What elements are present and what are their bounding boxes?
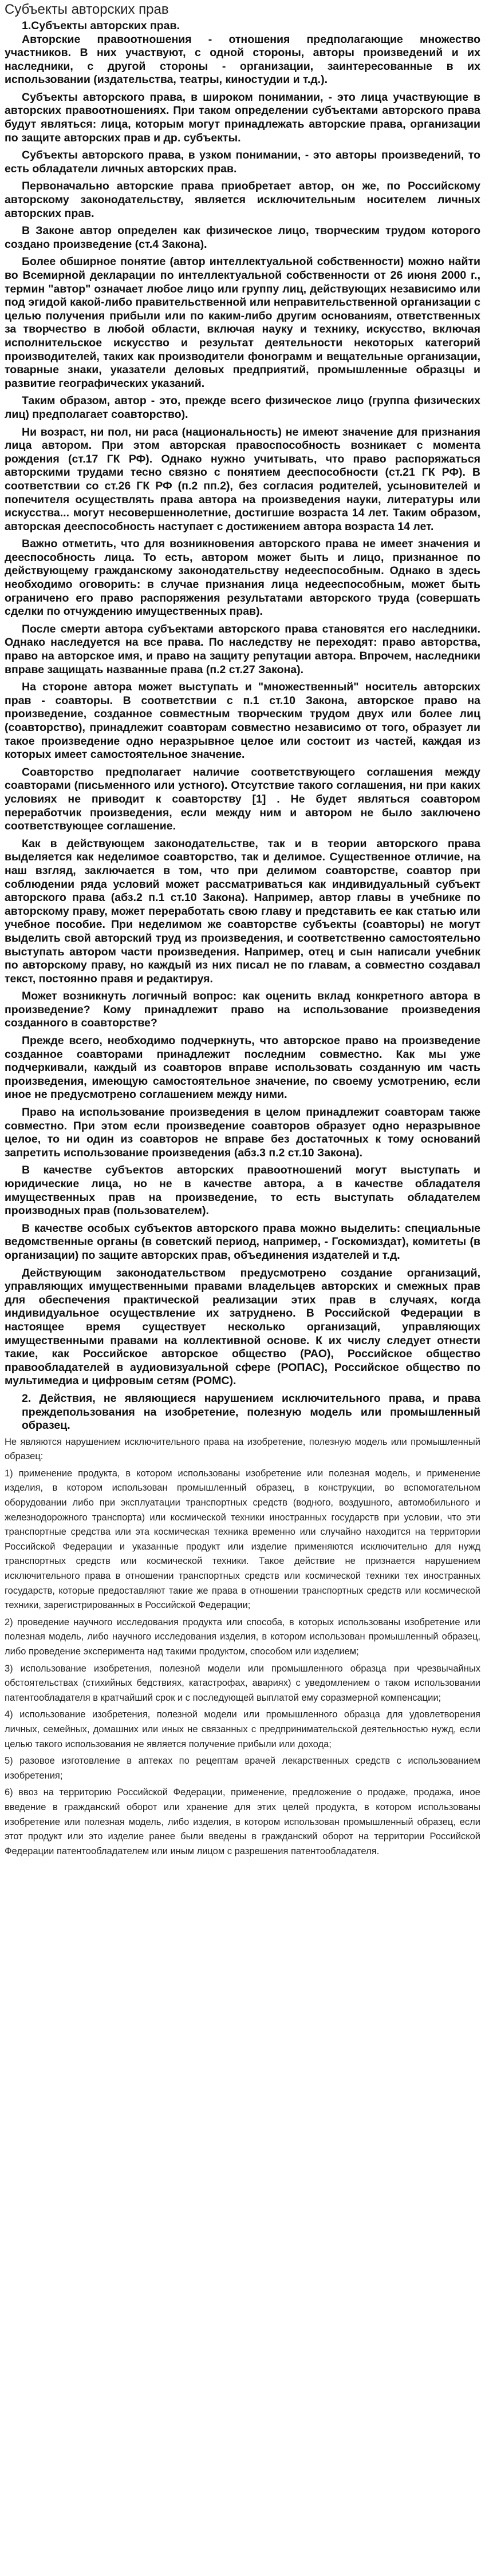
paragraph: Действующим законодательством предусмотрено создание организаций, управляющих имущественными правами владельцев авторских и смежных прав для обеспечения практической реализации этих прав в случаях, когда индивидуальное осуществление их затруднено. В Российской Федерации в настоящее время существует несколько организаций, управляющих имущественными правами на коллективной основе. К их числу следует отнести такие, как Российское авторское общество (РАО), Российское общество правообладателей в аудиовизуальной сфере (РОПАС), Российское общество по мультимедиа и цифровым сетям (РОМС).: [5, 1266, 480, 1388]
section-heading: 1.Субъекты авторских прав.: [22, 19, 180, 32]
paragraph: Первоначально авторские права приобретает автор, он же, по Российскому авторскому законодательству, является исключительным носителем личных авторских прав.: [5, 180, 480, 220]
list-paragraph: 2) проведение научного исследования продукта или способа, в которых использованы изобретение или полезная модель, либо научного исследования изделия, в котором использован промышленный образец, либо проведение эксперимента над такими продуктом, способом или изделием;: [5, 1617, 480, 1657]
paragraph: Может возникнуть логичный вопрос: как оценить вклад конкретного автора в произведение? Кому принадлежит право на использование произведения созданного в соавторстве?: [5, 990, 480, 1030]
paragraph: Субъекты авторского права, в широком понимании, - это лица участвующие в авторских правоотношениях. При таком определении субъектами авторского права будут являться: лица, которым могут принадлежать авторские права, организации по защите авторских прав и др. субъекты.: [5, 90, 480, 144]
paragraph: Таким образом, автор - это, прежде всего физическое лицо (группа физических лиц) предполагает соавторство).: [5, 394, 480, 421]
paragraph: Право на использование произведения в целом принадлежит соавторам также совместно. При этом если произведение соавторов образует одно неразрывное целое, то ни один из соавторов не вправе без достаточных к тому оснований запретить использование произведения (абз.3 п.2 ст.10 Закона).: [5, 1106, 480, 1159]
paragraph: Авторские правоотношения - отношения предполагающие множество участников. В них участвуют, с одной стороны, авторы произведений и их наследники, с другой стороны - организации, заинтересованные в их использовании (издательства, театры, киностудии и т.д.).: [5, 33, 480, 86]
paragraph: Более обширное понятие (автор интеллектуальной собственности) можно найти во Всемирной декларации по интеллектуальной собственности от 26 июня 2000 г., термин "автор" означает любое лицо или группу лиц, действующих независимо или под эгидой какой-либо правительственной или неправительственной организации с целью получения прибыли или по каким-либо другим основаниям, ответственных за творчество в любой области, включая науку и технику, искусство, включая исполнительское искусство и результат деятельности некоторых категорий производителей, таких как производители фонограмм и вещательные организации, товарные знаки, указатели деловых предприятий, промышленные образцы и развитие географических указаний.: [5, 255, 480, 390]
list-paragraph: 1) применение продукта, в котором использованы изобретение или полезная модель, и применение изделия, в котором использован промышленный образец, в конструкции, во вспомогательном оборудовании либо при эксплуатации транспортных средств (водного, воздушного, автомобильного и железнодорожного транспорта) или космической техники иностранных государств при условии, что эти транспортные средства или эта космическая техника временно или случайно находится на территории Российской Федерации и указанные продукт или изделие применяются исключительно для нужд транспортных средств или космической техники. Такое действие не признается нарушением исключительного права в отношении транспортных средств или космической техники тех иностранных государств, которые предоставляют такие же права в отношении транспортных средств или космической техники, зарегистрированных в Российской Федерации;: [5, 1468, 480, 1611]
list-paragraph: Не являются нарушением исключительного права на изобретение, полезную модель или промышленный образец:: [5, 1436, 480, 1462]
bold-paragraphs: [5, 33, 480, 1388]
paragraph: На стороне автора может выступать и "множественный" носитель авторских прав - соавторы. В соответствии с п.1 ст.10 Закона, авторское право на произведение, созданное совместным творческим трудом двух или более лиц (соавторство), принадлежит соавторам совместно независимо от того, образует ли такое произведение одно неразрывное целое или состоит из частей, каждая из которых имеет самостоятельное значение.: [5, 681, 480, 761]
paragraph: Ни возраст, ни пол, ни раса (национальность) не имеют значение для признания лица автором. При этом авторская правоспособность возникает с момента рождения (ст.17 ГК РФ). Однако нужно учитывать, что право распоряжаться авторскими трудами тесно связно с понятием дееспособности (ст.21 ГК РФ). В соответствии со ст.26 ГК РФ (п.2 пп.2), без согласия родителей, усыновителей и попечителя осуществлять права автора на произведения науки, литературы или искусства... могут несовершеннолетние, достигшие возраста 14 лет. Таким образом, авторская дееспособность наступает с достижением автора возраста 14 лет.: [5, 425, 480, 533]
plain-paragraphs: [5, 1435, 480, 1859]
list-paragraph: 5) разовое изготовление в аптеках по рецептам врачей лекарственных средств с использованием изобретения;: [5, 1756, 480, 1781]
paragraph: Прежде всего, необходимо подчеркнуть, что авторское право на произведение созданное соавторами принадлежит последним совместно. Как мы уже подчеркивали, каждый из соавторов вправе использовать созданную им часть произведения, имеющую самостоятельное значение, по своему усмотрению, если иное не предусмотрено соглашением между ними.: [5, 1034, 480, 1101]
paragraph: Важно отметить, что для возникновения авторского права не имеет значения и дееспособность лица. То есть, автором может быть и лицо, признанное по действующему гражданскому законодательству недееспособным. Однако в здесь необходимо оговорить: в случае признания лица недееспособным, может быть ограничено его право распоряжения результатами авторского труда (совершать сделки по отчуждению имущественных прав).: [5, 538, 480, 618]
paragraph: Соавторство предполагает наличие соответствующего соглашения между соавторами (письменного или устного). Отсутствие такого соглашения, ни при каких условиях не приводит к соавторству [1] . Не будет являться соавтором переработчик произведения, если между ним и автором не было заключено соответствующее соглашение.: [5, 765, 480, 833]
paragraph: После смерти автора субъектами авторского права становятся его наследники. Однако наследуется на все права. По наследству не переходят: право авторства, право на авторское имя, и право на защиту репутации автора. Впрочем, наследники вправе защищать названные права (п.2 ст.27 Закона).: [5, 622, 480, 676]
list-paragraph: 3) использование изобретения, полезной модели или промышленного образца при чрезвычайных обстоятельствах (стихийных бедствиях, катастрофах, авариях) с уведомлением о таком использовании патентообладателя в кратчайший срок и с последующей выплатой ему соразмерной компенсации;: [5, 1663, 480, 1703]
paragraph: В Законе автор определен как физическое лицо, творческим трудом которого создано произведение (ст.4 Закона).: [5, 224, 480, 251]
paragraph: В качестве особых субъектов авторского права можно выделить: специальные ведомственные органы (в советский период, например, - Госкомиздат), комитеты (в организации) по защите авторских прав, объединения издателей и т.д.: [5, 1222, 480, 1262]
list-paragraph: 4) использование изобретения, полезной модели или промышленного образца для удовлетворения личных, семейных, домашних или иных не связанных с предпринимательской деятельностью нужд, если целью такого использования не является получение прибыли или дохода;: [5, 1709, 480, 1749]
paragraph: Как в действующем законодательстве, так и в теории авторского права выделяется как неделимое соавторство, так и делимое. Существенное отличие, на наш взгляд, заключается в том, что при делимом соавторстве, соавтор при соблюдении ряда условий может рассматриваться как индивидуальный субъект авторского права (абз.2 п.1 ст.10 Закона). Например, автор главы в учебнике по авторскому праву, может переработать свою главу и представить ее как статью или учебное пособие. При неделимом же соавторстве субъекты (соавторы) не могут выделить свой авторский труд из произведения, и соответственно самостоятельно выступать автором части произведения. Например, отец и сын написали учебник по авторскому праву, но каждый из них писал не по главам, а совместно создавал текст, постоянно правя и редактируя.: [5, 837, 480, 985]
paragraph: В качестве субъектов авторских правоотношений могут выступать и юридические лица, но не в качестве автора, а в качестве обладателя имущественных прав на произведение, то есть выступать обладателем производных прав (пользователем).: [5, 1164, 480, 1218]
list-paragraph: 6) ввоз на территорию Российской Федерации, применение, предложение о продаже, продажа, иное введение в гражданский оборот или хранение для этих целей продукта, в котором использованы изобретение или полезная модель, либо изделия, в котором использован промышленный образец, если этот продукт или это изделие ранее были введены в гражданский оборот на территории Российской Федерации патентообладателем или иным лицом с разрешения патентообладателя.: [5, 1787, 480, 1856]
paragraph: Субъекты авторского права, в узком понимании, - это авторы произведений, то есть обладатели личных авторских прав.: [5, 149, 480, 175]
section-2-heading: 2. Действия, не являющиеся нарушением исключительного права, и права преждепользования на изобретение, полезную модель или промышленный образец.: [22, 1392, 480, 1432]
document-title: Субъекты авторских прав: [5, 2, 169, 17]
